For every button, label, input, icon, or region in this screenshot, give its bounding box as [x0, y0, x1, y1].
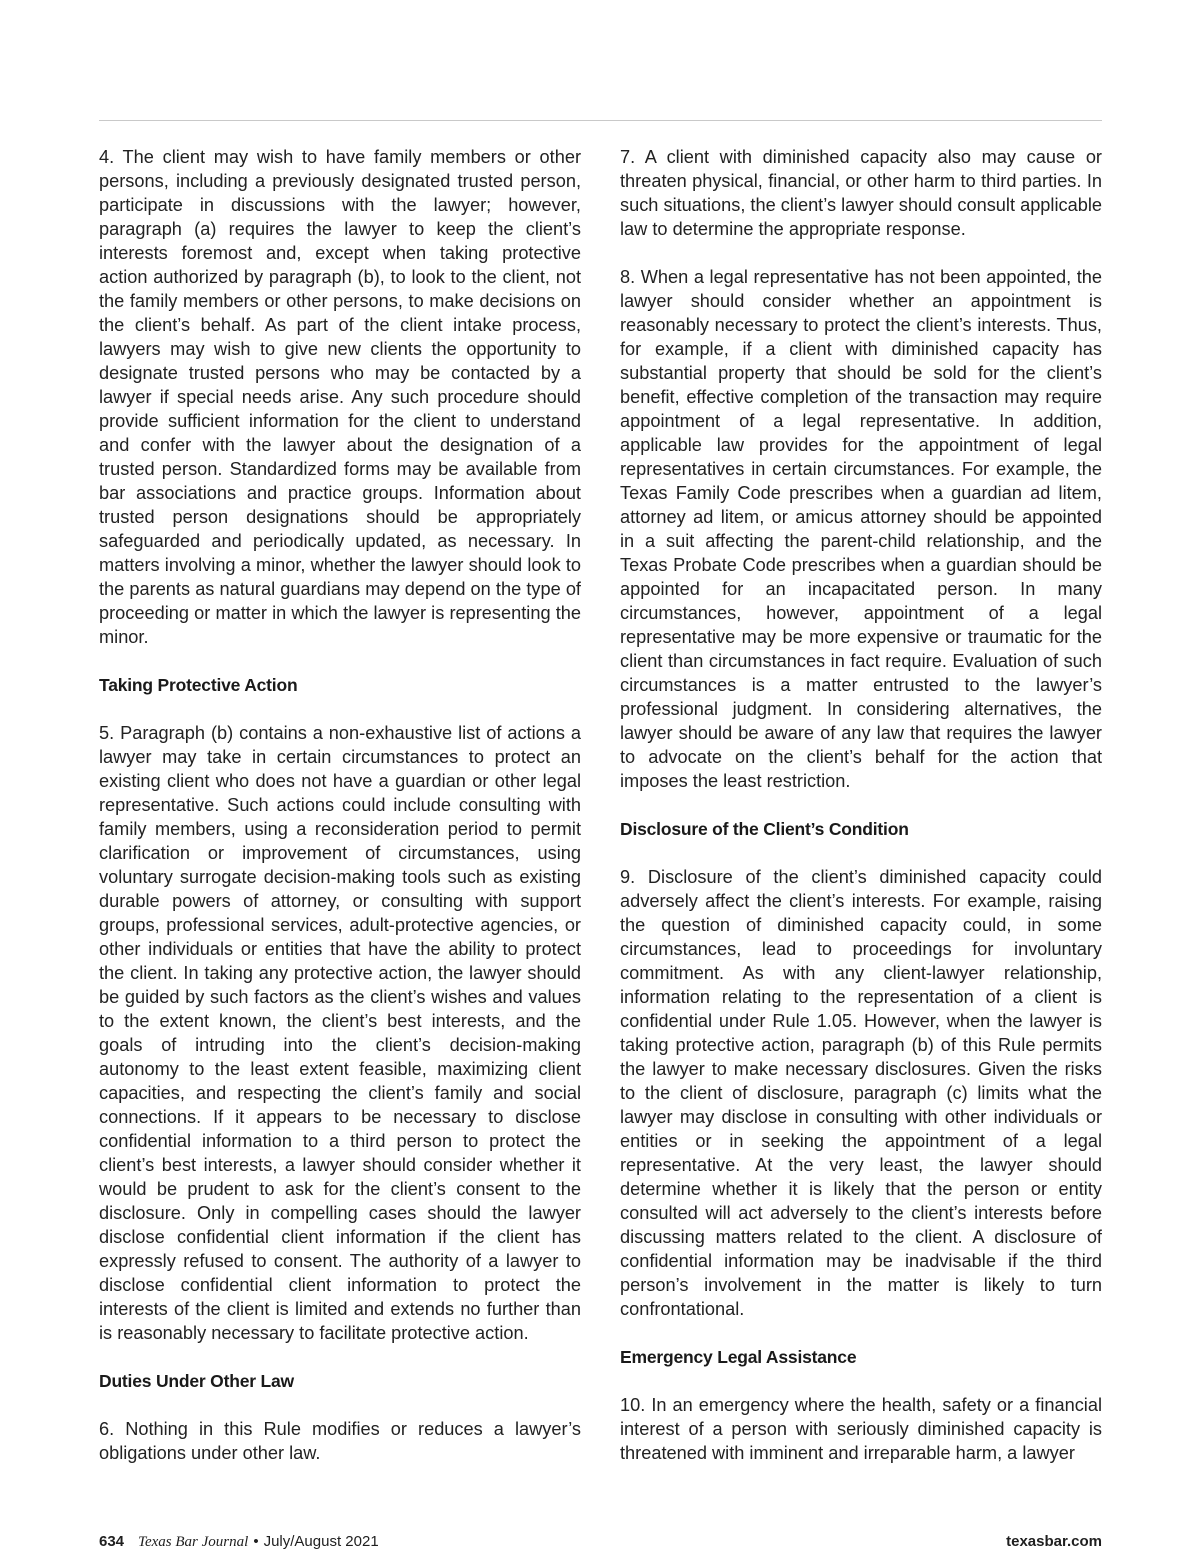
- paragraph-6: 6. Nothing in this Rule modifies or reduces a lawyer’s obligations under other law.: [99, 1419, 581, 1463]
- page-number: 634: [99, 1533, 125, 1550]
- issue-date: July/August 2021: [263, 1533, 379, 1550]
- heading-emergency-legal-assistance: Emergency Legal Assistance: [620, 1347, 857, 1367]
- right-column: [620, 145, 1102, 1465]
- header-rule: [99, 120, 1102, 121]
- left-column: [99, 145, 581, 1465]
- paragraph-7: 7. A client with diminished capacity also may cause or threaten physical, financial, or other harm to third parties. In such situations, the client’s lawyer should consult applicable law to determine the appropriate response.: [620, 147, 1102, 239]
- paragraph-9: 9. Disclosure of the client’s diminished capacity could adversely affect the client’s interests. For example, raising the question of diminished capacity could, in some circumstances, lead to proceedings for involuntary commitment. As with any client-lawyer relationship, information relating to the representation of a client is confidential under Rule 1.05. However, when the lawyer is taking protective action, paragraph (b) of this Rule permits the lawyer to make necessary disclosures. Given the risks to the client of disclosure, paragraph (c) limits what the lawyer may disclose in consulting with other individuals or entities or in seeking the appointment of a legal representative. At the very least, the lawyer should determine whether it is likely that the person or entity consulted will act adversely to the client’s interests before discussing matters related to the client. A disclosure of confidential information may be inadvisable if the third person’s involvement in the matter is likely to turn confrontational.: [620, 867, 1102, 1319]
- paragraph-4: 4. The client may wish to have family members or other persons, including a previously designated trusted person, participate in discussions with the lawyer; however, paragraph (a) requires the lawyer to keep the client’s interests foremost and, except when taking protective action authorized by paragraph (b), to look to the client, not the family members or other persons, to make decisions on the client’s behalf. As part of the client intake process, lawyers may wish to give new clients the opportunity to designate trusted persons who may be contacted by a lawyer if special needs arise. Any such procedure should provide sufficient information for the client to understand and confer with the lawyer about the designation of a trusted person. Standardized forms may be available from bar associations and practice groups. Information about trusted person designations should be appropriately safeguarded and periodically updated, as necessary. In matters involving a minor, whether the lawyer should look to the parents as natural guardians may depend on the type of proceeding or matter in which the lawyer is representing the minor.: [99, 147, 581, 647]
- journal-title: Texas Bar Journal: [138, 1534, 249, 1550]
- heading-disclosure-of-condition: Disclosure of the Client’s Condition: [620, 819, 909, 839]
- paragraph-5: 5. Paragraph (b) contains a non-exhaustive list of actions a lawyer may take in certain circumstances to protect an existing client who does not have a guardian or other legal representative. Such actions could include consulting with family members, using a reconsideration period to permit clarification or improvement of circumstances, using voluntary surrogate decision-making tools such as existing durable powers of attorney, or consulting with support groups, professional services, adult-protective agencies, or other individuals or entities that have the ability to protect the client. In taking any protective action, the lawyer should be guided by such factors as the client’s wishes and values to the extent known, the client’s best interests, and the goals of intruding into the client’s decision-making autonomy to the least extent feasible, maximizing client capacities, and respecting the client’s family and social connections. If it appears to be necessary to disclose confidential information to a third person to protect the client’s best interests, a lawyer should consider whether it would be prudent to ask for the client’s consent to the disclosure. Only in compelling cases should the lawyer disclose confidential client information if the client has expressly refused to consent. The authority of a lawyer to disclose confidential client information to protect the interests of the client is limited and extends no further than is reasonably necessary to facilitate protective action.: [99, 723, 581, 1343]
- website-link[interactable]: texasbar.com: [1006, 1533, 1102, 1550]
- paragraph-8: 8. When a legal representative has not been appointed, the lawyer should consider whether an appointment is reasonably necessary to protect the client’s interests. Thus, for example, if a client with diminished capacity has substantial property that should be sold for the client’s benefit, effective completion of the transaction may require appointment of a legal representative. In addition, applicable law provides for the appointment of legal representatives in certain circumstances. For example, the Texas Family Code prescribes when a guardian ad litem, attorney ad litem, or amicus attorney should be appointed in a suit affecting the parent-child relationship, and the Texas Probate Code prescribes when a guardian should be appointed for an incapacitated person. In many circumstances, however, appointment of a legal representative may be more expensive or traumatic for the client than circumstances in fact require. Evaluation of such circumstances is a matter entrusted to the lawyer’s professional judgment. In considering alternatives, the lawyer should be aware of any law that requires the lawyer to advocate on the client’s behalf for the action that imposes the least restriction.: [620, 267, 1102, 791]
- paragraph-10: 10. In an emergency where the health, safety or a financial interest of a person with seriously diminished capacity is threatened with imminent and irreparable harm, a lawyer: [620, 1395, 1102, 1463]
- page-footer: [99, 1531, 1102, 1553]
- heading-taking-protective-action: Taking Protective Action: [99, 675, 298, 695]
- heading-duties-under-other-law: Duties Under Other Law: [99, 1371, 294, 1391]
- footer-bullet: •: [253, 1533, 259, 1550]
- footer-left: [99, 1531, 379, 1553]
